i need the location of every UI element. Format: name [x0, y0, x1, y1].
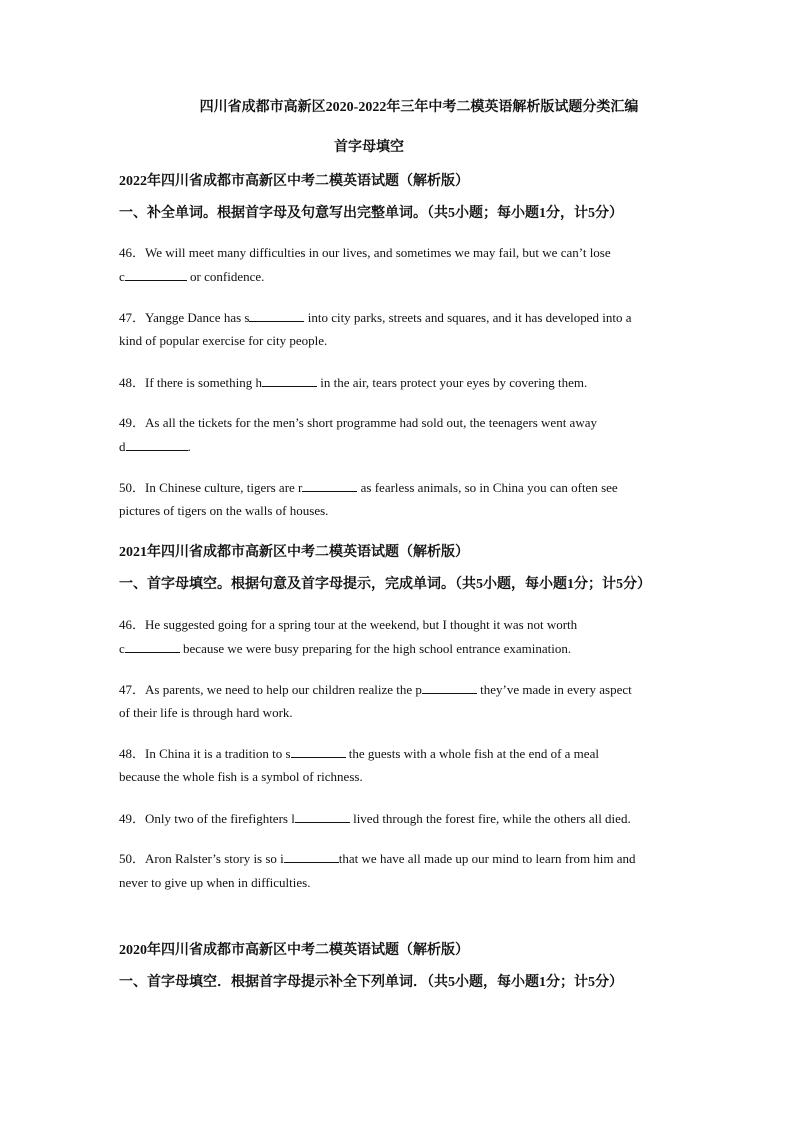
section-instruction-2020: 一、首字母填空．根据首字母提示补全下列单词．（共5小题，每小题1分；计5分） [119, 975, 623, 990]
question-46-2022-line2: c or confidence. [119, 269, 265, 284]
question-49-2021-line1: 49．Only two of the firefighters l lived through the forest fire, while the others all died. [119, 811, 631, 826]
answer-blank[interactable] [125, 268, 187, 281]
question-48-2021-line2: because the whole fish is a symbol of richness. [119, 769, 363, 784]
question-47-2021-line1: 47．As parents, we need to help our children realize the p they’ve made in every aspect [119, 682, 632, 697]
section-heading-2021: 2021年四川省成都市高新区中考二模英语试题（解析版） [119, 545, 469, 560]
answer-blank[interactable] [125, 640, 180, 653]
answer-blank[interactable] [422, 681, 477, 694]
question-47-2021-line2: of their life is through hard work. [119, 705, 293, 720]
question-48-2022-line1: 48．If there is something h in the air, tears protect your eyes by covering them. [119, 375, 588, 390]
answer-blank[interactable] [284, 850, 339, 863]
answer-blank[interactable] [249, 309, 304, 322]
answer-blank[interactable] [295, 810, 350, 823]
answer-blank[interactable] [262, 374, 317, 387]
question-49-2022-line2: d . [119, 439, 191, 454]
question-49-2022-line1: 49．As all the tickets for the men’s short programme had sold out, the teenagers went away [119, 415, 597, 430]
section-heading-2020: 2020年四川省成都市高新区中考二模英语试题（解析版） [119, 943, 469, 958]
question-47-2022-line1: 47．Yangge Dance has s into city parks, streets and squares, and it has developed into a [119, 310, 632, 325]
question-50-2021-line1: 50．Aron Ralster’s story is so i that we have all made up our mind to learn from him and [119, 851, 636, 866]
section-heading-2022: 2022年四川省成都市高新区中考二模英语试题（解析版） [119, 174, 469, 189]
answer-blank[interactable] [291, 745, 346, 758]
question-46-2021-line2: c because we were busy preparing for the high school entrance examination. [119, 641, 572, 656]
document-title: 四川省成都市高新区2020-2022年三年中考二模英语解析版试题分类汇编 [199, 100, 639, 115]
section-instruction-2021: 一、首字母填空。根据句意及首字母提示，完成单词。（共5小题，每小题1分；计5分） [119, 577, 651, 592]
section-instruction-2022: 一、补全单词。根据首字母及句意写出完整单词。（共5小题；每小题1分，计5分） [119, 206, 623, 221]
question-50-2022-line1: 50．In Chinese culture, tigers are r as fearless animals, so in China you can often see [119, 480, 618, 495]
answer-blank[interactable] [302, 479, 357, 492]
question-46-2022-line1: 46．We will meet many difficulties in our lives, and sometimes we may fail, but we can’t lose [119, 245, 611, 260]
question-46-2021-line1: 46．He suggested going for a spring tour at the weekend, but I thought it was not worth [119, 617, 578, 632]
answer-blank[interactable] [126, 438, 188, 451]
question-50-2021-line2: never to give up when in difficulties. [119, 875, 311, 890]
question-48-2021-line1: 48．In China it is a tradition to s the guests with a whole fish at the end of a meal [119, 746, 599, 761]
question-50-2022-line2: pictures of tigers on the walls of houses. [119, 503, 329, 518]
document-subtitle: 首字母填空 [334, 140, 404, 155]
question-47-2022-line2: kind of popular exercise for city people. [119, 333, 328, 348]
